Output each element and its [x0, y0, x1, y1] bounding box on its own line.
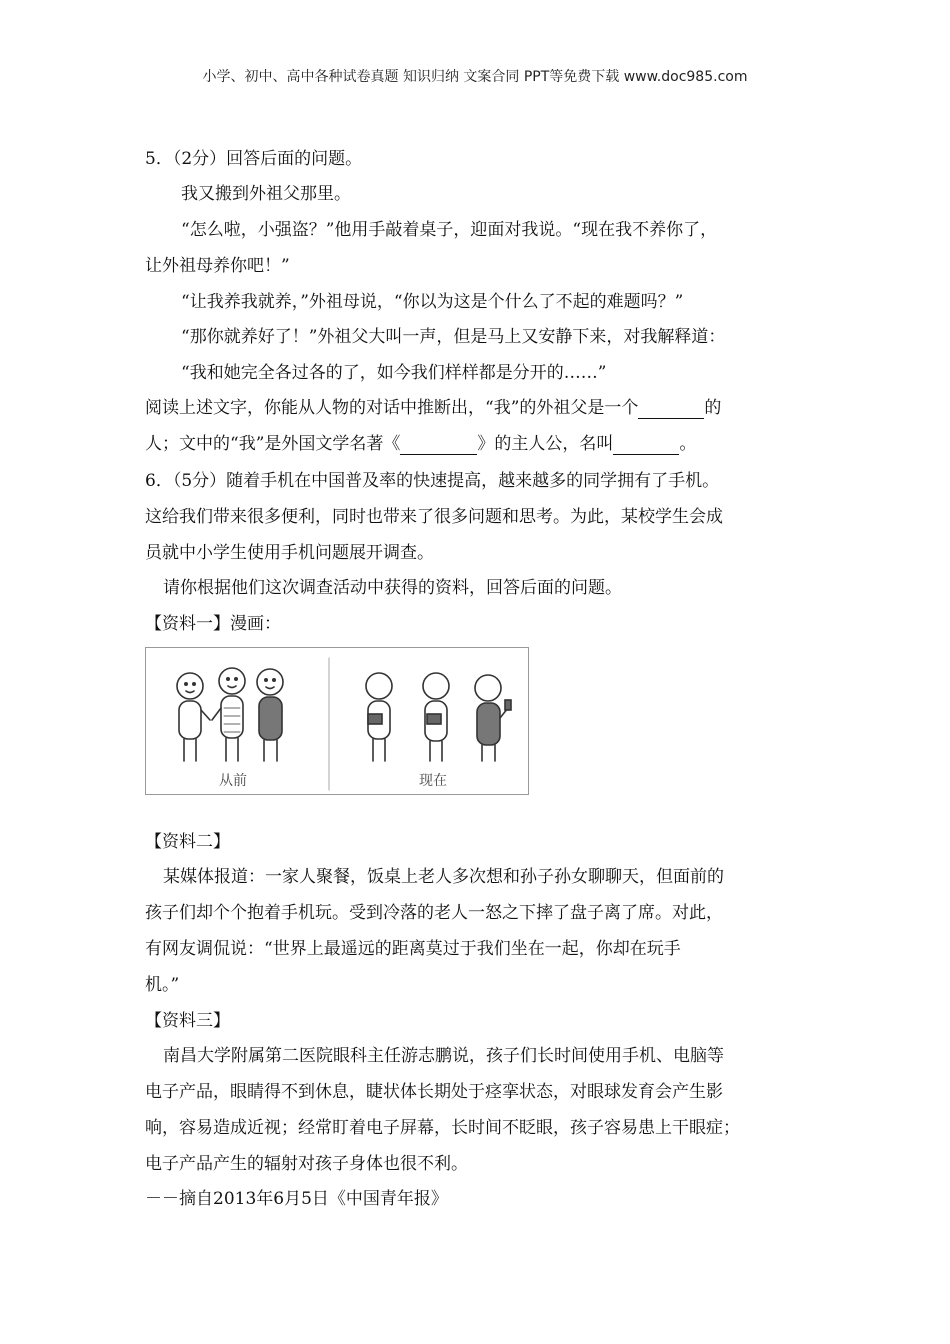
material-2-title: 【资料二】: [145, 832, 230, 852]
answer-blank-book[interactable]: [400, 436, 477, 455]
material-3-source: －－摘自2013年6月5日《中国青年报》: [145, 1189, 448, 1209]
material-3-line-4: 电子产品产生的辐射对孩子身体也很不利。: [145, 1154, 468, 1174]
q5-paragraph-2b: 让外祖母养你吧！”: [145, 256, 290, 276]
figure-left-3: [257, 669, 283, 761]
figure-left-2: [212, 668, 245, 761]
material-3-line-2: 电子产品，眼睛得不到休息，睫状体长期处于痉挛状态，对眼球发育会产生影: [145, 1082, 723, 1102]
material-1-title: 【资料一】漫画：: [145, 614, 281, 634]
q5-question-text-2a: 人；文中的“我”是外国文学名著《: [145, 434, 401, 454]
q5-paragraph-4: “那你就养好了！”外祖父大叫一声，但是马上又安静下来，对我解释道：: [181, 327, 726, 347]
material-3-title: 【资料三】: [145, 1011, 230, 1031]
q6-line-3: 员就中小学生使用手机问题展开调查。: [145, 543, 434, 563]
material-3-line-1: 南昌大学附属第二医院眼科主任游志鹏说，孩子们长时间使用手机、电脑等: [163, 1046, 724, 1066]
figure-right-2: [423, 673, 449, 761]
q5-question-text-2b: 》的主人公，名叫: [477, 434, 614, 454]
q6-line-2: 这给我们带来很多便利，同时也带来了很多问题和思考。为此，某校学生会成: [145, 507, 723, 527]
q5-question-text-1: 阅读上述文字，你能从人物的对话中推断出，“我”的外祖父是一个: [145, 398, 639, 418]
figure-left-1: [177, 673, 210, 761]
material-2-line-1: 某媒体报道：一家人聚餐，饭桌上老人多次想和孙子孙女聊聊天，但面前的: [163, 867, 724, 887]
q5-question-line-1: [145, 397, 721, 419]
q5-title: 5．（2分）回答后面的问题。: [145, 149, 363, 169]
q5-paragraph-1: 我又搬到外祖父那里。: [181, 184, 351, 204]
answer-blank-name[interactable]: [613, 436, 679, 455]
cartoon-label-before: 从前: [219, 773, 247, 789]
cartoon-image: [145, 647, 529, 795]
figure-right-1: [366, 673, 392, 761]
q6-line-4: 请你根据他们这次调查活动中获得的资料，回答后面的问题。: [163, 578, 622, 598]
q5-paragraph-2a: “怎么啦，小强盗？”他用手敲着桌子，迎面对我说。“现在我不养你了，: [181, 220, 718, 240]
material-2-line-3: 有网友调侃说：“世界上最遥远的距离莫过于我们坐在一起，你却在玩手: [145, 939, 681, 959]
material-3-line-3: 响，容易造成近视；经常盯着电子屏幕，长时间不眨眼，孩子容易患上干眼症；: [145, 1118, 740, 1138]
cartoon-label-now: 现在: [419, 773, 447, 789]
cartoon-drawing: [146, 648, 527, 793]
material-2-line-4: 机。”: [145, 975, 180, 995]
q5-question-end-1: 的: [704, 398, 722, 418]
q5-paragraph-5: “我和她完全各过各的了，如今我们样样都是分开的……”: [181, 363, 607, 383]
material-2-line-2: 孩子们却个个抱着手机玩。受到冷落的老人一怒之下摔了盘子离了席。对此，: [145, 903, 723, 923]
q5-question-line-2: [145, 433, 696, 455]
figure-right-3: [475, 675, 511, 761]
page-header: 小学、初中、高中各种试卷真题 知识归纳 文案合同 PPT等免费下载 www.doc985.com: [202, 69, 748, 85]
answer-blank-1[interactable]: [638, 400, 704, 419]
q6-line-1: 6．（5分）随着手机在中国普及率的快速提高，越来越多的同学拥有了手机。: [145, 471, 720, 491]
q5-question-end-2: 。: [679, 434, 697, 454]
q5-paragraph-3: “让我养我就养，”外祖母说，“你以为这是个什么了不起的难题吗？”: [181, 292, 684, 312]
